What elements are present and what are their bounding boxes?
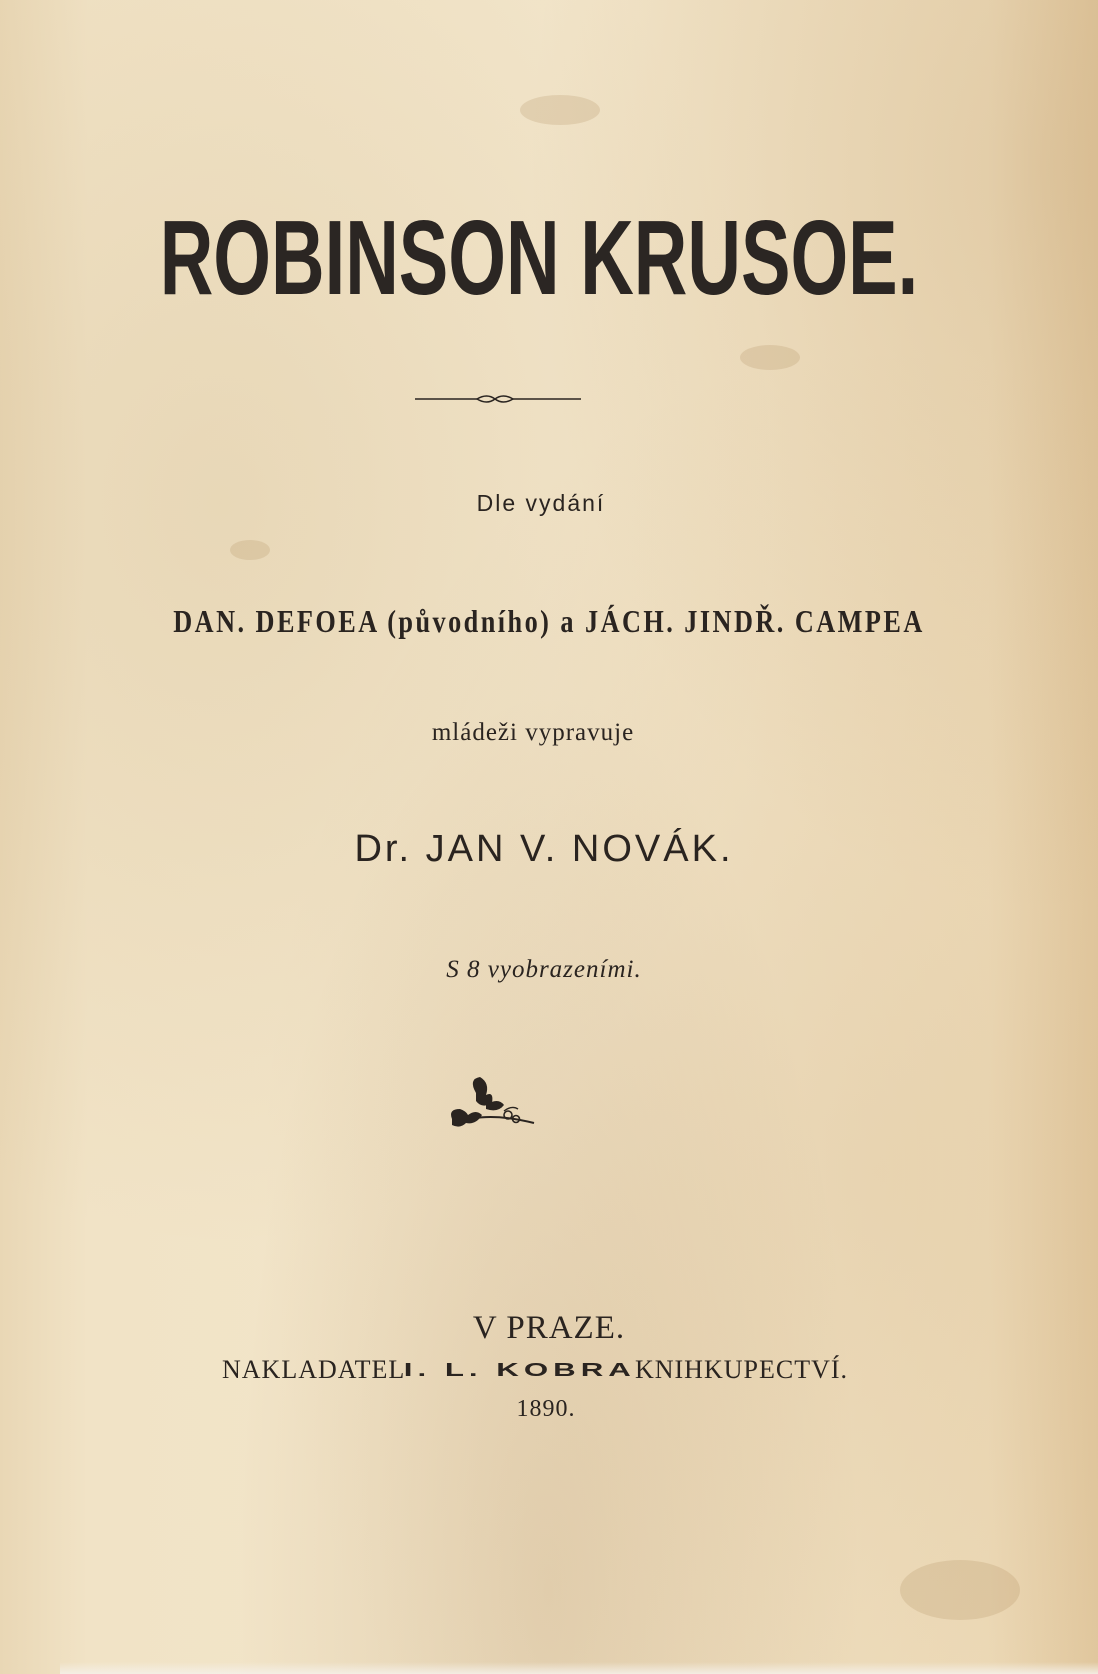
divider-rule: [415, 392, 581, 406]
oak-leaf-ornament: [446, 1075, 536, 1135]
stain: [520, 95, 600, 125]
illustrations-note: S 8 vyobrazeními.: [446, 956, 642, 983]
narration-note: mládeži vypravuje: [431, 719, 635, 746]
publisher-name: I. L. KOBRA: [404, 1360, 637, 1381]
imprint-city: V PRAZE.: [472, 1310, 626, 1346]
original-authors: DAN. DEFOEA (původního) a JÁCH. JINDŘ. CAMPEA: [173, 603, 925, 639]
imprint-year: 1890.: [516, 1396, 576, 1422]
stain: [740, 345, 800, 370]
imprint-publisher: [0, 1355, 1084, 1385]
stain: [230, 540, 270, 560]
edition-intro: Dle vydání: [476, 490, 606, 516]
author-name: Dr. JAN V. NOVÁK.: [354, 828, 734, 870]
stain: [900, 1560, 1020, 1620]
publisher-suffix: KNIHKUPECTVÍ.: [634, 1355, 849, 1384]
page-edge: [60, 1662, 1098, 1674]
publisher-prefix: NAKLADATEL: [221, 1355, 406, 1384]
book-title: ROBINSON KRUSOE.: [159, 199, 919, 317]
